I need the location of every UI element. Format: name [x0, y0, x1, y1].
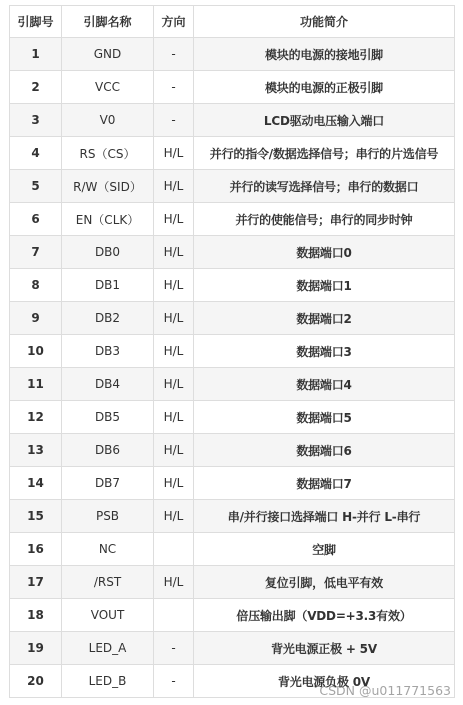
pin-name-cell: DB0 [62, 236, 154, 269]
function-cell: 数据端口5 [194, 401, 455, 434]
table-row [10, 632, 455, 665]
direction-cell: H/L [154, 467, 194, 500]
pin-number-cell: 15 [10, 500, 62, 533]
table-row [10, 137, 455, 170]
table-row [10, 302, 455, 335]
table-row [10, 401, 455, 434]
pin-number-cell: 20 [10, 665, 62, 698]
pin-number-cell: 10 [10, 335, 62, 368]
function-cell: 复位引脚，低电平有效 [194, 566, 455, 599]
pin-number-cell: 3 [10, 104, 62, 137]
table-row [10, 467, 455, 500]
table-header [10, 6, 455, 38]
table-row [10, 368, 455, 401]
function-cell: 数据端口3 [194, 335, 455, 368]
pin-number-cell: 2 [10, 71, 62, 104]
direction-cell: - [154, 71, 194, 104]
function-cell: 数据端口2 [194, 302, 455, 335]
table-row [10, 236, 455, 269]
pin-name-cell: VOUT [62, 599, 154, 632]
pin-number-cell: 4 [10, 137, 62, 170]
direction-cell: - [154, 104, 194, 137]
pin-name-cell: DB5 [62, 401, 154, 434]
header-function: 功能简介 [194, 6, 455, 38]
function-cell: 模块的电源的接地引脚 [194, 38, 455, 71]
header-direction: 方向 [154, 6, 194, 38]
direction-cell: H/L [154, 203, 194, 236]
pin-name-cell: DB4 [62, 368, 154, 401]
function-cell: 数据端口6 [194, 434, 455, 467]
pin-name-cell: VCC [62, 71, 154, 104]
pin-name-cell: NC [62, 533, 154, 566]
direction-cell: H/L [154, 335, 194, 368]
pin-name-cell: V0 [62, 104, 154, 137]
pin-number-cell: 14 [10, 467, 62, 500]
function-cell: 数据端口0 [194, 236, 455, 269]
table-row [10, 599, 455, 632]
function-cell: 数据端口4 [194, 368, 455, 401]
pin-number-cell: 13 [10, 434, 62, 467]
table-row [10, 269, 455, 302]
direction-cell: - [154, 632, 194, 665]
pin-number-cell: 12 [10, 401, 62, 434]
table-row [10, 434, 455, 467]
pin-name-cell: R/W（SID） [62, 170, 154, 203]
function-cell: 倍压输出脚（VDD=+3.3有效） [194, 599, 455, 632]
direction-cell: - [154, 38, 194, 71]
watermark: CSDN @u011771563 [319, 683, 451, 698]
pin-number-cell: 7 [10, 236, 62, 269]
pin-name-cell: /RST [62, 566, 154, 599]
function-cell: 并行的指令/数据选择信号；串行的片选信号 [194, 137, 455, 170]
pin-number-cell: 8 [10, 269, 62, 302]
pin-name-cell: EN（CLK） [62, 203, 154, 236]
table-row [10, 566, 455, 599]
pin-name-cell: RS（CS） [62, 137, 154, 170]
pin-name-cell: DB1 [62, 269, 154, 302]
pin-number-cell: 16 [10, 533, 62, 566]
direction-cell: H/L [154, 401, 194, 434]
function-cell: 并行的使能信号；串行的同步时钟 [194, 203, 455, 236]
table-row [10, 533, 455, 566]
function-cell: LCD驱动电压输入端口 [194, 104, 455, 137]
pin-number-cell: 6 [10, 203, 62, 236]
table-row [10, 71, 455, 104]
pin-name-cell: DB2 [62, 302, 154, 335]
pin-name-cell: LED_A [62, 632, 154, 665]
pin-number-cell: 1 [10, 38, 62, 71]
header-pin: 引脚号 [10, 6, 62, 38]
pin-number-cell: 9 [10, 302, 62, 335]
table-row [10, 170, 455, 203]
direction-cell [154, 533, 194, 566]
direction-cell: H/L [154, 269, 194, 302]
pin-number-cell: 11 [10, 368, 62, 401]
function-cell: 背光电源正极 + 5V [194, 632, 455, 665]
header-name: 引脚名称 [62, 6, 154, 38]
function-cell: 并行的读写选择信号；串行的数据口 [194, 170, 455, 203]
pin-number-cell: 17 [10, 566, 62, 599]
function-cell: 串/并行接口选择端口 H-并行 L-串行 [194, 500, 455, 533]
header-row [10, 6, 455, 38]
table-row [10, 500, 455, 533]
table-row [10, 38, 455, 71]
pin-number-cell: 5 [10, 170, 62, 203]
function-cell: 空脚 [194, 533, 455, 566]
direction-cell: H/L [154, 170, 194, 203]
function-cell: 数据端口7 [194, 467, 455, 500]
table-row [10, 335, 455, 368]
pin-name-cell: DB7 [62, 467, 154, 500]
table-row [10, 203, 455, 236]
direction-cell: H/L [154, 137, 194, 170]
direction-cell [154, 599, 194, 632]
table-row [10, 104, 455, 137]
pin-name-cell: DB6 [62, 434, 154, 467]
direction-cell: H/L [154, 302, 194, 335]
table-body [10, 38, 455, 698]
direction-cell: H/L [154, 434, 194, 467]
pin-name-cell: GND [62, 38, 154, 71]
pin-name-cell: LED_B [62, 665, 154, 698]
direction-cell: - [154, 665, 194, 698]
direction-cell: H/L [154, 566, 194, 599]
function-cell: 数据端口1 [194, 269, 455, 302]
direction-cell: H/L [154, 236, 194, 269]
pin-number-cell: 19 [10, 632, 62, 665]
direction-cell: H/L [154, 500, 194, 533]
pin-table [9, 5, 455, 698]
function-cell: 背光电源负极 0V [194, 665, 455, 698]
pin-name-cell: PSB [62, 500, 154, 533]
pin-number-cell: 18 [10, 599, 62, 632]
pin-name-cell: DB3 [62, 335, 154, 368]
function-cell: 模块的电源的正极引脚 [194, 71, 455, 104]
direction-cell: H/L [154, 368, 194, 401]
